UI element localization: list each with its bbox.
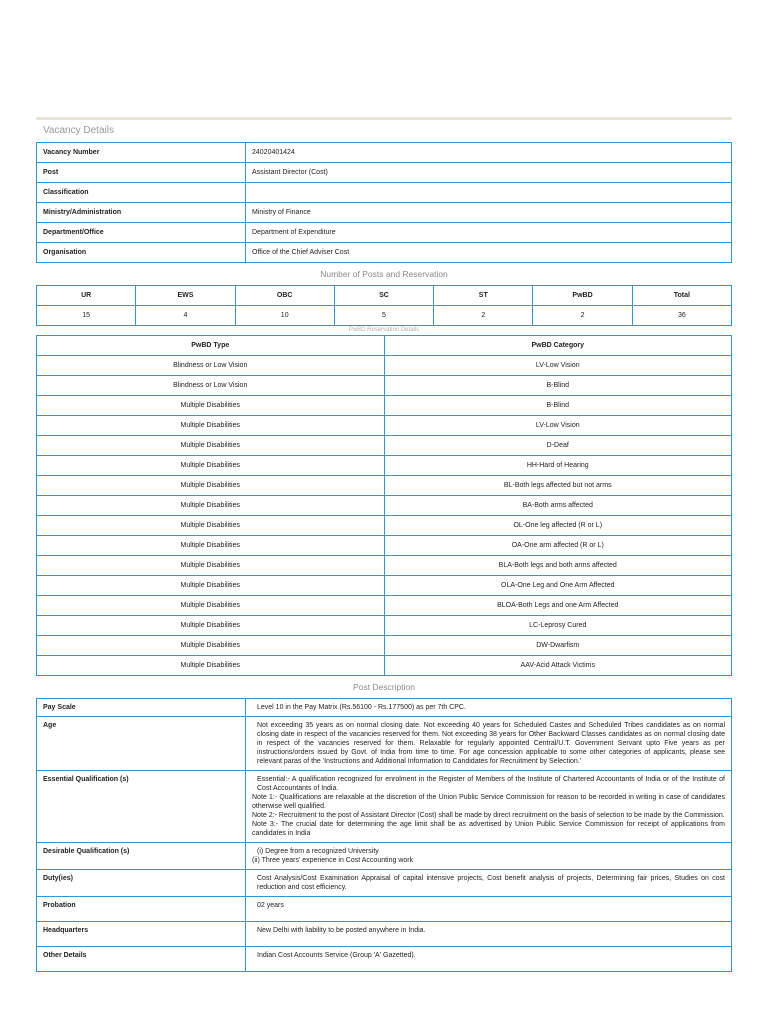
post-value: Assistant Director (Cost) [246, 163, 732, 183]
probation-value [246, 897, 732, 922]
pwbd-category: BLOA-Both Legs and one Arm Affected [384, 596, 732, 616]
table-row [37, 183, 732, 203]
post-description-table [36, 698, 732, 972]
department-value: Department of Expenditure [246, 223, 732, 243]
value-total: 36 [632, 306, 731, 326]
other-details-text: Indian Cost Accounts Service (Group 'A' Gazetted). [257, 952, 416, 959]
age-value [246, 717, 732, 771]
headquarters-label: Headquarters [37, 922, 246, 947]
desirable-qualification-label: Desirable Qualification (s) [37, 843, 246, 870]
table-row [37, 636, 732, 656]
pwbd-category: B-Blind [384, 376, 732, 396]
table-row [37, 306, 732, 326]
pwbd-type: Multiple Disabilities [37, 636, 385, 656]
pwbd-category: LV-Low Vision [384, 356, 732, 376]
pwbd-category: LV-Low Vision [384, 416, 732, 436]
ministry-value: Ministry of Finance [246, 203, 732, 223]
pwbd-type: Multiple Disabilities [37, 576, 385, 596]
table-row [37, 163, 732, 183]
posts-reservation-title: Number of Posts and Reservation [320, 269, 448, 279]
note-2-text: Note 2:- Recruitment to the post of Assistant Director (Cost) shall be made by direct recruitment on the basis of selection to be made by the Commission. [252, 812, 725, 819]
desirable-qualification-value [246, 843, 732, 870]
table-row [37, 223, 732, 243]
post-description-title: Post Description [353, 682, 415, 692]
essential-qualification-value [246, 771, 732, 843]
table-header-row [37, 286, 732, 306]
department-label: Department/Office [37, 223, 246, 243]
col-header-ews: EWS [136, 286, 235, 306]
note-3-text: Note 3:- The crucial date for determining the age limit shall be as advertised by Union Public Service Commission for receipt of applications from candidates in India [252, 821, 725, 837]
pay-scale-text: Level 10 in the Pay Matrix (Rs.56100 - Rs.177500) as per 7th CPC. [257, 704, 466, 711]
pwbd-category: BLA-Both legs and both arms affected [384, 556, 732, 576]
value-sc: 5 [334, 306, 433, 326]
table-row [37, 476, 732, 496]
headquarters-value [246, 922, 732, 947]
pay-scale-value [246, 699, 732, 717]
pwbd-type: Multiple Disabilities [37, 536, 385, 556]
table-row [37, 456, 732, 476]
pwbd-category: DW-Dwarfism [384, 636, 732, 656]
table-row [37, 596, 732, 616]
table-row [37, 947, 732, 972]
table-row [37, 843, 732, 870]
table-row [37, 576, 732, 596]
col-header-ur: UR [37, 286, 136, 306]
pwbd-type: Multiple Disabilities [37, 656, 385, 676]
value-ews: 4 [136, 306, 235, 326]
table-row [37, 416, 732, 436]
table-header-row [37, 336, 732, 356]
duties-value [246, 870, 732, 897]
table-row [37, 243, 732, 263]
organisation-value: Office of the Chief Adviser Cost [246, 243, 732, 263]
col-header-st: ST [434, 286, 533, 306]
age-label: Age [37, 717, 246, 771]
pwbd-category: OLA-One Leg and One Arm Affected [384, 576, 732, 596]
value-pwbd: 2 [533, 306, 632, 326]
pwbd-type: Multiple Disabilities [37, 556, 385, 576]
essential-text: Essential:- A qualification recognized for enrolment in the Register of Members of the Institute of Chartered Accountants of India or of the Institute of Cost Accountants of India. [257, 776, 725, 792]
table-row [37, 376, 732, 396]
vacancy-panel [36, 117, 732, 972]
pwbd-type: Multiple Disabilities [37, 456, 385, 476]
probation-label: Probation [37, 897, 246, 922]
pwbd-reservation-title: PwBD Reservation Details [348, 327, 420, 333]
classification-value [246, 183, 732, 203]
table-row [37, 771, 732, 843]
table-row [37, 396, 732, 416]
value-obc: 10 [235, 306, 334, 326]
vacancy-number-value: 24020401424 [246, 143, 732, 163]
col-header-pwbd-type: PwBD Type [37, 336, 385, 356]
table-row [37, 436, 732, 456]
pwbd-category: BA-Both arms affected [384, 496, 732, 516]
value-st: 2 [434, 306, 533, 326]
desirable-line-1: (i) Degree from a recognized University [257, 848, 379, 855]
ministry-label: Ministry/Administration [37, 203, 246, 223]
note-1-text: Note 1:- Qualifications are relaxable at the discretion of the Union Public Service Commission for reason to be recorded in writing in case of candidates otherwise well qualified. [252, 794, 725, 810]
col-header-total: Total [632, 286, 731, 306]
table-row [37, 496, 732, 516]
pwbd-type: Multiple Disabilities [37, 396, 385, 416]
duties-label: Duty(ies) [37, 870, 246, 897]
col-header-pwbd: PwBD [533, 286, 632, 306]
post-label: Post [37, 163, 246, 183]
table-row [37, 356, 732, 376]
pwbd-category: OA-One arm affected (R or L) [384, 536, 732, 556]
organisation-label: Organisation [37, 243, 246, 263]
col-header-obc: OBC [235, 286, 334, 306]
pwbd-category: D-Deaf [384, 436, 732, 456]
table-row [37, 870, 732, 897]
vacancy-table [36, 142, 732, 263]
essential-qualification-label: Essential Qualification (s) [37, 771, 246, 843]
table-row [37, 656, 732, 676]
pwbd-type: Multiple Disabilities [37, 496, 385, 516]
table-row [37, 536, 732, 556]
table-row [37, 897, 732, 922]
pwbd-type: Multiple Disabilities [37, 516, 385, 536]
desirable-line-2: (ii) Three years' experience in Cost Accounting work [252, 857, 414, 864]
col-header-pwbd-category: PwBD Category [384, 336, 732, 356]
table-row [37, 699, 732, 717]
pay-scale-label: Pay Scale [37, 699, 246, 717]
pwbd-category: BL-Both legs affected but not arms [384, 476, 732, 496]
pwbd-category: HH-Hard of Hearing [384, 456, 732, 476]
table-row [37, 203, 732, 223]
pwbd-type: Multiple Disabilities [37, 416, 385, 436]
headquarters-text: New Delhi with liability to be posted anywhere in India. [257, 927, 426, 934]
other-details-label: Other Details [37, 947, 246, 972]
value-ur: 15 [37, 306, 136, 326]
age-text: Not exceeding 35 years as on normal closing date. Not exceeding 40 years for Scheduled Castes and Scheduled Tribes candidates as on normal closing date in respect of the vacancies reserved for them. Not exceeding 38 years for Other Backward Classes candidates as on normal closing date in respect of the vacancies reserved for them. Relaxable for regularly appointed Central/U.T. Government Servant upto Five years as per instructions/orders issued by Govt. of India from time to time. For age concession applicable to some other categories of applicants, please see relevant paras of the 'Instructions and Additional Information to Candidates for Recruitment by Selection.' [257, 722, 725, 765]
duties-text: Cost Analysis/Cost Examination Appraisal of capital intensive projects, Cost benefit analysis of projects, Determining fair prices, Studies on cost reduction and cost efficiency. [257, 875, 725, 891]
pwbd-type: Multiple Disabilities [37, 596, 385, 616]
pwbd-table [36, 335, 732, 676]
table-row [37, 922, 732, 947]
pwbd-type: Blindness or Low Vision [37, 376, 385, 396]
pwbd-type: Blindness or Low Vision [37, 356, 385, 376]
table-row [37, 616, 732, 636]
vacancy-details-title: Vacancy Details [43, 125, 114, 136]
pwbd-category: B-Blind [384, 396, 732, 416]
table-row [37, 516, 732, 536]
pwbd-type: Multiple Disabilities [37, 616, 385, 636]
table-row [37, 717, 732, 771]
vacancy-number-label: Vacancy Number [37, 143, 246, 163]
pwbd-category: LC-Leprosy Cured [384, 616, 732, 636]
col-header-sc: SC [334, 286, 433, 306]
pwbd-type: Multiple Disabilities [37, 436, 385, 456]
table-row [37, 556, 732, 576]
pwbd-type: Multiple Disabilities [37, 476, 385, 496]
table-row [37, 143, 732, 163]
pwbd-category: AAV-Acid Attack Victims [384, 656, 732, 676]
pwbd-category: OL-One leg affected (R or L) [384, 516, 732, 536]
classification-label: Classification [37, 183, 246, 203]
other-details-value [246, 947, 732, 972]
posts-table [36, 285, 732, 326]
probation-text: 02 years [257, 902, 284, 909]
